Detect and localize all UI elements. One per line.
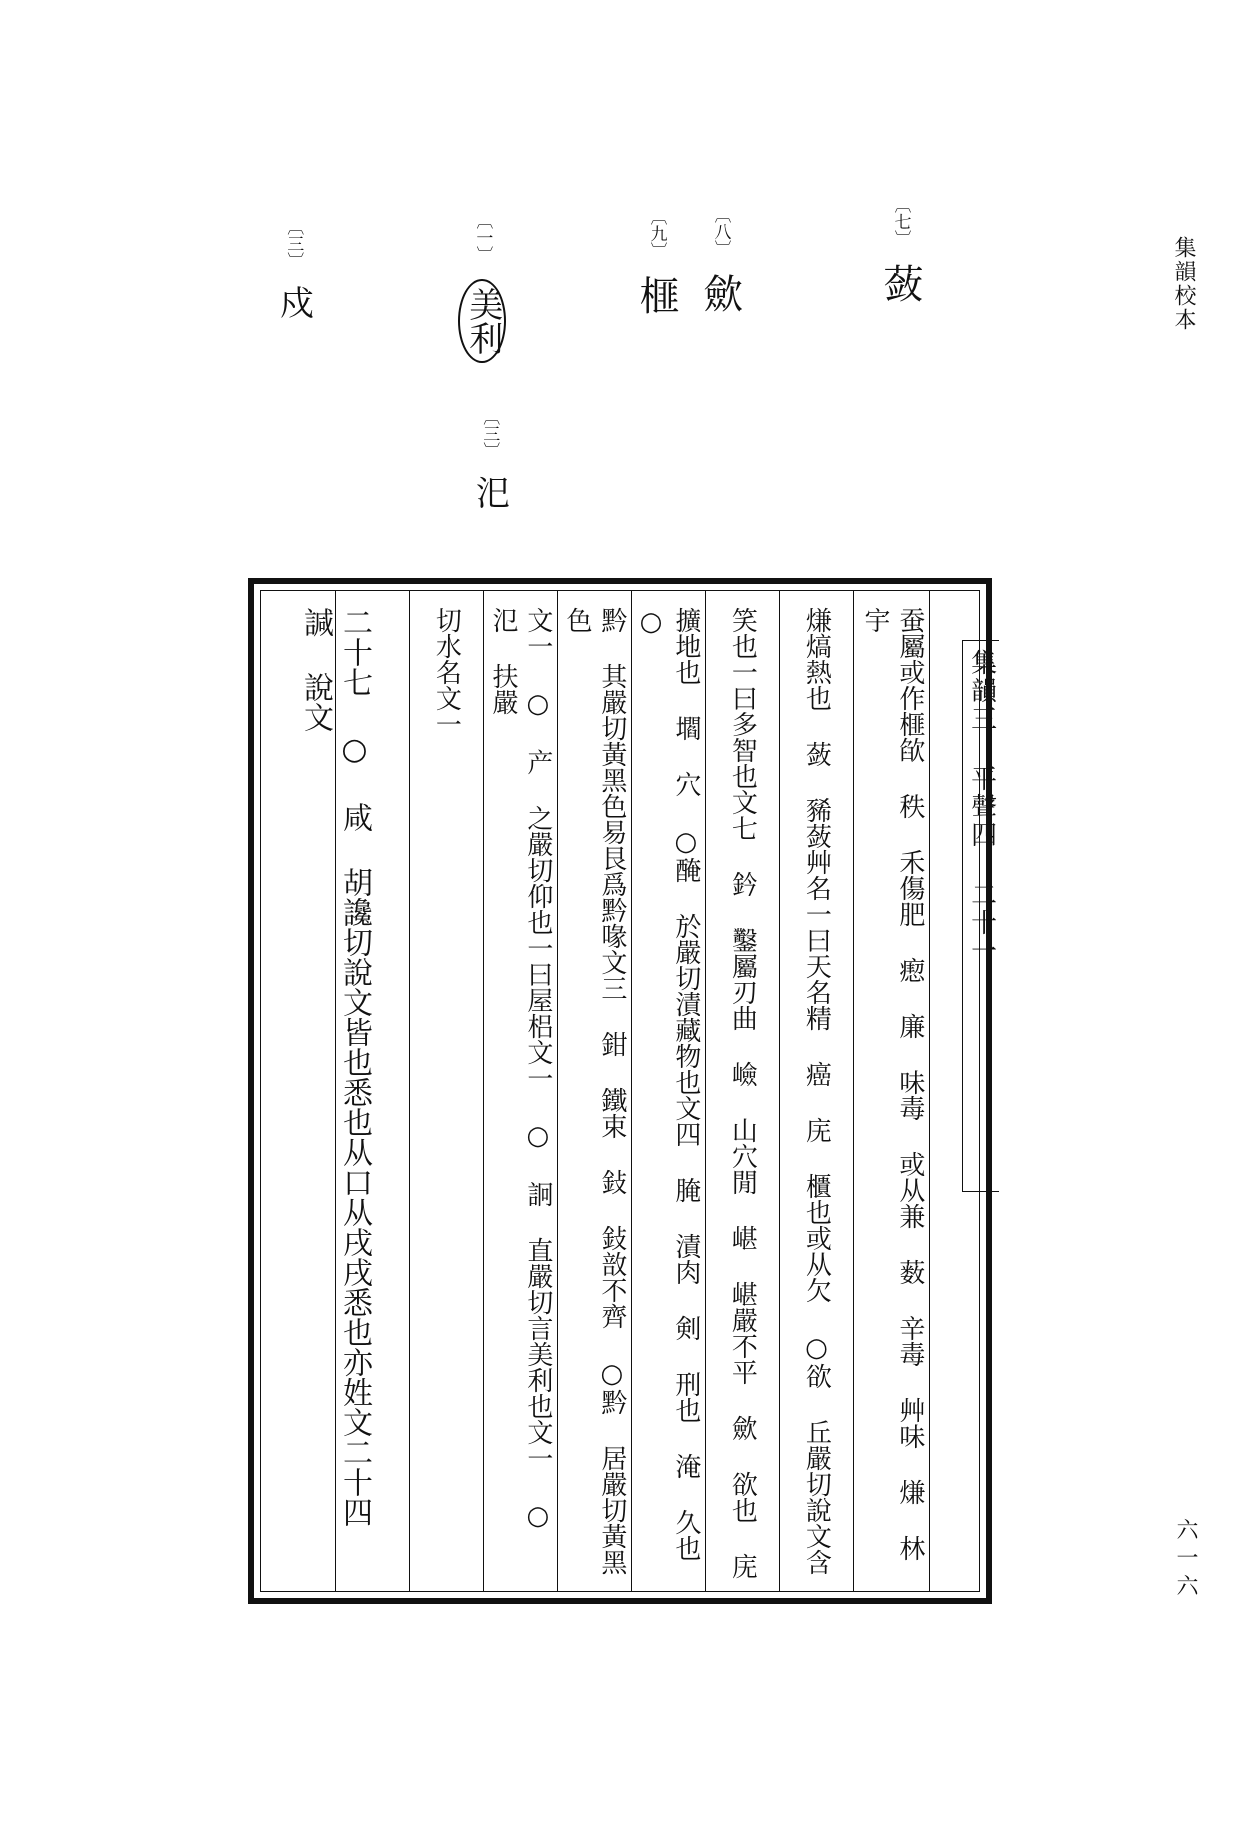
- collation-note-3a: [469, 408, 510, 509]
- note-marker: 〔一〕: [472, 212, 493, 263]
- text-column-2: 熑熇熱也 蔹 豨蔹艸名一曰天名精 癌 庑 櫃也或从欠 ○欲 丘嚴切說文含: [801, 607, 832, 1575]
- text-column-5: 黔 其嚴切黃黑色易艮爲黔喙文三 鉗 鐵束 鈙 鈙敨不齊 ○黔 居嚴切黃黑色: [562, 607, 627, 1575]
- column-rule: [929, 591, 930, 1591]
- text-column-rhyme-heading: 二十七 ○ 咸 胡讒切說文皆也悉也从口从戌戌悉也亦姓文二十四 諴 說文: [298, 607, 372, 1527]
- column-rule: [483, 591, 484, 1591]
- note-marker: 〔九〕: [646, 208, 667, 259]
- collation-note-1: [458, 212, 506, 363]
- note-marker: 〔三〕: [283, 218, 304, 269]
- note-char: 歛: [697, 273, 743, 313]
- running-head: 集韻校本: [1171, 236, 1196, 332]
- collation-note-3b: [273, 218, 314, 319]
- note-char: 汜: [469, 475, 510, 509]
- frame-inner: [260, 590, 980, 1592]
- column-rule: [631, 591, 632, 1591]
- text-column-3: 笑也一曰多智也文七 鈐 鑿屬刃曲 嶮 山穴閒 嵁 嵁嚴不平 歛 欲也 庑: [727, 607, 758, 1579]
- collation-note-8: [698, 206, 742, 313]
- block-banner: [962, 640, 999, 1192]
- banner-title: 集韻三 平聲四 二十一: [966, 649, 997, 965]
- note-marker: 〔八〕: [710, 206, 731, 257]
- note-marker: 〔七〕: [890, 196, 911, 247]
- note-char: 蔹: [877, 263, 923, 303]
- note-char: 榧: [633, 275, 679, 315]
- circled-correction: 美利: [458, 279, 506, 363]
- collation-note-7: [878, 196, 922, 303]
- column-rule: [557, 591, 558, 1591]
- text-column-4: 擴地也 壛 穴 ○醃 於嚴切漬藏物也文四 腌 漬肉 剣 刑也 淹 久也 ○: [636, 607, 701, 1561]
- note-char: 戍: [273, 285, 314, 319]
- note-marker: 〔三〕: [479, 408, 500, 459]
- column-rule: [779, 591, 780, 1591]
- page-number: 六一六: [1173, 1518, 1198, 1602]
- collation-note-9: [634, 208, 678, 315]
- text-column-1: 蚕屬或作榧欿 秩 禾傷肥 瘛 廉 味毒 或从兼 薮 辛毒 艸味 熑 林宇: [860, 607, 925, 1561]
- text-column-6: 文一 ○ 产 之嚴切仰也一曰屋梠文一 ○ 詗 直嚴切言美利也文一 ○ 氾 扶嚴: [488, 607, 553, 1531]
- text-column-7: 切水名文一: [431, 607, 462, 737]
- text-frame: [248, 578, 992, 1604]
- column-rule: [409, 591, 410, 1591]
- column-rule: [853, 591, 854, 1591]
- column-rule: [705, 591, 706, 1591]
